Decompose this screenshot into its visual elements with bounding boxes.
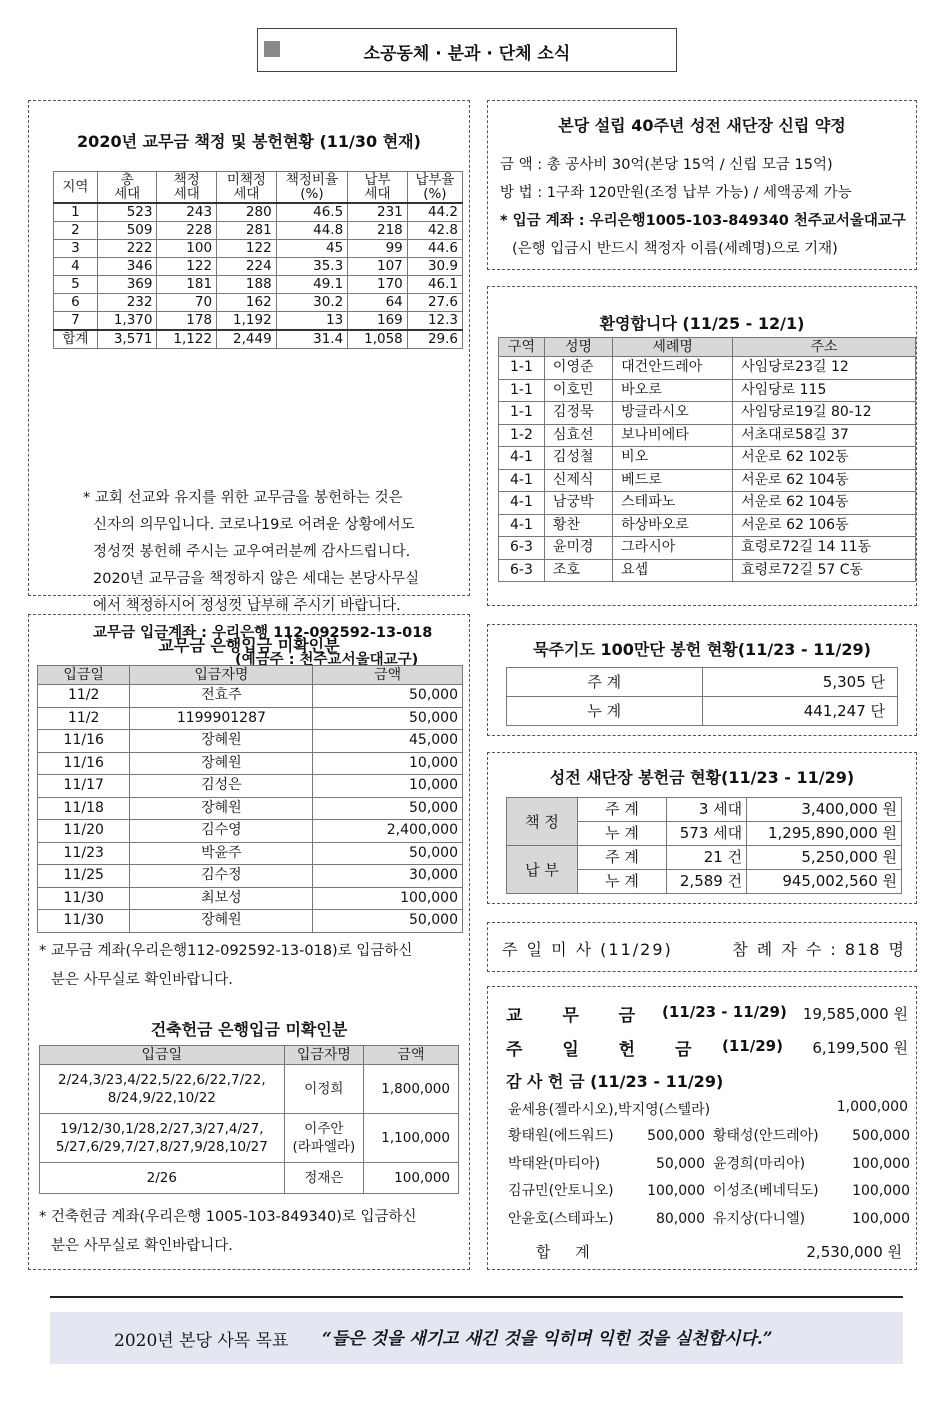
welcome-row — [499, 424, 916, 447]
unconfirmed-cell: 장혜원 — [130, 797, 313, 820]
welcome-row — [499, 469, 916, 492]
renovation-cell: 3 세대 — [667, 798, 747, 822]
renovation-cell: 2,589 건 — [667, 870, 747, 894]
sunday-offering-amount: 6,199,500 원 — [812, 1039, 908, 1057]
thanks-cell: 이성조(베네딕도) — [712, 1183, 819, 1199]
dues-cell: 42.8 — [407, 222, 462, 240]
renovation-row — [507, 798, 902, 822]
dues-cell: 49.1 — [276, 276, 348, 294]
thanks-first-name: 윤세용(젤라시오),박지영(스텔라) — [508, 1102, 711, 1118]
dues-header-cell: 책정 세대 — [157, 172, 217, 204]
welcome-cell: 서운로 62 106동 — [733, 514, 916, 537]
dues-cell: 188 — [217, 276, 277, 294]
dues-cell: 224 — [217, 258, 277, 276]
renovation-cell: 누 계 — [578, 870, 667, 894]
welcome-cell: 1-2 — [499, 424, 545, 447]
building-title: 건축헌금 은행입금 미확인분 — [150, 1020, 348, 1039]
renovation-cell: 21 건 — [667, 846, 747, 870]
unconfirmed-cell: 50,000 — [313, 707, 463, 730]
dues-row — [54, 222, 463, 240]
building-note-line: * 건축헌금 계좌(우리은행 1005-103-849340)로 입금하신 — [39, 1209, 417, 1225]
dues-cell: 64 — [348, 294, 408, 312]
welcome-cell: 스테파노 — [613, 492, 733, 515]
building-note — [39, 1203, 417, 1261]
unconfirmed-cell: 11/20 — [38, 820, 130, 843]
unconfirmed-cell: 11/18 — [38, 797, 130, 820]
dues-cell: 4 — [54, 258, 98, 276]
dues-cell: 170 — [348, 276, 408, 294]
dues-header-cell: 총 세대 — [97, 172, 157, 204]
unconfirmed-header-cell: 금액 — [313, 666, 463, 685]
dues-cell: 44.8 — [276, 222, 348, 240]
unconfirmed-row — [38, 797, 463, 820]
unconfirmed-cell: 11/17 — [38, 775, 130, 798]
footer-banner — [50, 1312, 903, 1364]
renovation-cell: 5,250,000 원 — [747, 846, 902, 870]
dues-cell: 243 — [157, 203, 217, 222]
rosary-value: 5,305 단 — [702, 668, 898, 697]
building-cell: 19/12/30,1/28,2/27,3/27,4/27, 5/27,6/29,7/27,8/27,9/28,10/27 — [40, 1114, 285, 1163]
building-cell: 이주안 (라파엘라) — [284, 1114, 363, 1163]
building-header-row — [40, 1046, 459, 1065]
rosary-table — [506, 667, 898, 726]
dues-cell: 12.3 — [407, 312, 462, 331]
footer-divider — [50, 1296, 903, 1298]
welcome-header-cell: 주소 — [733, 338, 916, 357]
dues-cell: 1 — [54, 203, 98, 222]
renovation-cell: 3,400,000 원 — [747, 798, 902, 822]
renovation-title: 성전 새단장 봉헌금 현황(11/23 - 11/29) — [549, 768, 855, 787]
thanks-cell: 50,000 — [655, 1155, 705, 1172]
building-table — [39, 1045, 459, 1194]
unconfirmed-cell: 11/2 — [38, 685, 130, 708]
dues-cell: 99 — [348, 240, 408, 258]
thanks-cell: 황태성(안드레아) — [712, 1128, 819, 1144]
thanks-cell: 100,000 — [852, 1183, 910, 1199]
dues-cell: 46.5 — [276, 203, 348, 222]
dues-cell: 3,571 — [97, 330, 157, 349]
dues-row — [54, 203, 463, 222]
attendance-label: 주 일 미 사 (11/29) — [502, 940, 673, 959]
attendance-count: 참 례 자 수 : 818 명 — [732, 940, 906, 959]
welcome-cell: 4-1 — [499, 514, 545, 537]
dues-cell: 29.6 — [407, 330, 462, 349]
welcome-title: 환영합니다 (11/25 - 12/1) — [599, 314, 805, 333]
welcome-cell: 4-1 — [499, 469, 545, 492]
unconfirmed-box — [28, 614, 470, 1270]
thanks-cell: 유지상(다니엘) — [712, 1210, 806, 1227]
dues-header-cell: 책정비율 (%) — [276, 172, 348, 204]
dues-row — [54, 276, 463, 294]
welcome-cell: 바오로 — [613, 379, 733, 402]
welcome-cell: 효령로72길 14 11동 — [733, 537, 916, 560]
dues-header-cell: 미책정 세대 — [217, 172, 277, 204]
dues-cell: 281 — [217, 222, 277, 240]
dues-cell: 1,058 — [348, 330, 408, 349]
building-header-cell: 입금자명 — [284, 1046, 363, 1065]
thanks-cell: 500,000 — [852, 1128, 910, 1144]
unconfirmed-header-cell: 입금일 — [38, 666, 130, 685]
thanks-row — [504, 1178, 914, 1206]
dues-cell: 231 — [348, 203, 408, 222]
thanks-table — [504, 1123, 914, 1233]
unconfirmed-cell: 50,000 — [313, 685, 463, 708]
renovation-cell: 1,295,890,000 원 — [747, 822, 902, 846]
welcome-row — [499, 447, 916, 470]
building-cell: 100,000 — [364, 1163, 459, 1194]
offerings-box — [487, 986, 917, 1270]
dues-cell: 44.6 — [407, 240, 462, 258]
unconfirmed-cell: 100,000 — [313, 887, 463, 910]
dues-row — [54, 294, 463, 312]
unconfirmed-cell: 11/23 — [38, 842, 130, 865]
unconfirmed-cell: 50,000 — [313, 910, 463, 933]
welcome-cell: 사임당로19길 80-12 — [733, 402, 916, 425]
dues-cell: 162 — [217, 294, 277, 312]
dues-total-row — [54, 330, 463, 349]
dues-offering-amount: 19,585,000 원 — [802, 1005, 908, 1023]
thanks-row — [504, 1206, 914, 1234]
thanks-cell: 500,000 — [647, 1128, 705, 1144]
unconfirmed-cell: 10,000 — [313, 775, 463, 798]
dues-cell: 369 — [97, 276, 157, 294]
pledge-line: (은행 입금시 반드시 책정자 이름(세례명)으로 기재) — [512, 241, 838, 257]
dues-note-line: 정성껏 봉헌해 주시는 교우여러분께 감사드립니다. — [93, 544, 411, 560]
dues-note-line: 2020년 교무금을 책정하지 않은 세대는 본당사무실 — [93, 571, 420, 587]
renovation-row — [507, 846, 902, 870]
welcome-header-cell: 성명 — [544, 338, 612, 357]
dues-cell: 232 — [97, 294, 157, 312]
attendance-box — [487, 922, 917, 972]
unconfirmed-row — [38, 865, 463, 888]
dues-cell: 27.6 — [407, 294, 462, 312]
welcome-cell: 남궁박 — [544, 492, 612, 515]
building-row — [40, 1065, 459, 1114]
rosary-row — [507, 697, 898, 726]
welcome-cell: 조호 — [544, 559, 612, 582]
unconfirmed-row — [38, 820, 463, 843]
thanks-row — [504, 1123, 914, 1151]
dues-header-cell: 지역 — [54, 172, 98, 204]
dues-cell: 228 — [157, 222, 217, 240]
dues-cell: 1,122 — [157, 330, 217, 349]
unconfirmed-row — [38, 775, 463, 798]
sunday-offering-label: 주 일 헌 금 — [506, 1040, 692, 1060]
building-row — [40, 1163, 459, 1194]
welcome-cell: 그라시아 — [613, 537, 733, 560]
welcome-cell: 윤미경 — [544, 537, 612, 560]
welcome-cell: 1-1 — [499, 402, 545, 425]
welcome-cell: 사임당로 115 — [733, 379, 916, 402]
welcome-cell: 신제식 — [544, 469, 612, 492]
dues-cell: 13 — [276, 312, 348, 331]
thanks-cell: 김규민(안토니오) — [508, 1183, 614, 1199]
unconfirmed-cell: 1199901287 — [130, 707, 313, 730]
thanks-cell: 100,000 — [852, 1210, 910, 1227]
thanks-cell: 100,000 — [647, 1183, 705, 1199]
building-cell: 2/26 — [40, 1163, 285, 1194]
building-cell: 이정희 — [284, 1065, 363, 1114]
renovation-box — [487, 752, 917, 904]
unconfirmed-header-row — [38, 666, 463, 685]
welcome-cell: 4-1 — [499, 492, 545, 515]
welcome-row — [499, 379, 916, 402]
welcome-row — [499, 514, 916, 537]
unconfirmed-row — [38, 730, 463, 753]
welcome-cell: 서운로 62 104동 — [733, 492, 916, 515]
renovation-cell: 945,002,560 원 — [747, 870, 902, 894]
dues-cell: 45 — [276, 240, 348, 258]
building-cell: 1,100,000 — [364, 1114, 459, 1163]
building-note-line: 분은 사무실로 확인바랍니다. — [51, 1238, 233, 1254]
dues-cell: 509 — [97, 222, 157, 240]
dues-note-line: 신자의 의무입니다. 코로나19로 어려운 상황에서도 — [93, 517, 415, 533]
unconfirmed-cell: 11/30 — [38, 910, 130, 933]
welcome-cell: 서운로 62 104동 — [733, 469, 916, 492]
page-title: 소공동체 · 분과 · 단체 소식 — [363, 44, 571, 64]
dues-note-line: * 교회 선교와 유지를 위한 교무금을 봉헌하는 것은 — [83, 490, 403, 506]
dues-cell: 122 — [217, 240, 277, 258]
dues-cell: 346 — [97, 258, 157, 276]
footer-motto: “들은 것을 새기고 새긴 것을 익히며 익힌 것을 실천합시다.” — [322, 1329, 773, 1349]
unconfirmed-cell: 장혜원 — [130, 752, 313, 775]
rosary-row — [507, 668, 898, 697]
welcome-cell: 김정묵 — [544, 402, 612, 425]
rosary-title: 묵주기도 100만단 봉헌 현황(11/23 - 11/29) — [533, 640, 871, 659]
welcome-cell: 1-1 — [499, 379, 545, 402]
dues-row — [54, 240, 463, 258]
dues-cell: 222 — [97, 240, 157, 258]
renovation-cell: 573 세대 — [667, 822, 747, 846]
unconfirmed-cell: 50,000 — [313, 797, 463, 820]
building-cell: 1,800,000 — [364, 1065, 459, 1114]
dues-header-row — [54, 172, 463, 204]
section-title-box — [257, 28, 677, 72]
dues-cell: 30.2 — [276, 294, 348, 312]
pledge-details — [500, 151, 906, 263]
unconfirmed-cell: 11/25 — [38, 865, 130, 888]
thanks-offering-title: 감 사 헌 금 (11/23 - 11/29) — [506, 1072, 724, 1091]
unconfirmed-cell: 50,000 — [313, 842, 463, 865]
welcome-cell: 하상바오로 — [613, 514, 733, 537]
rosary-box — [487, 624, 917, 736]
welcome-cell: 효령로72길 57 C동 — [733, 559, 916, 582]
renovation-table — [506, 797, 902, 894]
dues-cell: 44.2 — [407, 203, 462, 222]
unconfirmed-cell: 2,400,000 — [313, 820, 463, 843]
unconfirmed-note — [39, 937, 412, 995]
welcome-cell: 이영준 — [544, 357, 612, 380]
welcome-cell: 베드로 — [613, 469, 733, 492]
unconfirmed-cell: 장혜원 — [130, 730, 313, 753]
dues-cell: 30.9 — [407, 258, 462, 276]
footer-label: 2020년 본당 사목 목표 — [114, 1331, 289, 1351]
unconfirmed-cell: 11/30 — [38, 887, 130, 910]
building-header-cell: 금액 — [364, 1046, 459, 1065]
dues-cell: 46.1 — [407, 276, 462, 294]
welcome-cell: 6-3 — [499, 559, 545, 582]
dues-holder: (예금주 : 천주교서울대교구) — [235, 652, 419, 668]
welcome-header-cell: 세례명 — [613, 338, 733, 357]
dues-cell: 7 — [54, 312, 98, 331]
sunday-offering-period: (11/29) — [722, 1037, 783, 1055]
thanks-cell: 안윤호(스테파노) — [508, 1210, 614, 1227]
unconfirmed-cell: 10,000 — [313, 752, 463, 775]
thanks-cell: 윤경희(마리아) — [712, 1155, 806, 1172]
thanks-cell: 80,000 — [655, 1210, 705, 1227]
welcome-cell: 서운로 62 102동 — [733, 447, 916, 470]
unconfirmed-row — [38, 842, 463, 865]
dues-offering-period: (11/23 - 11/29) — [662, 1003, 787, 1021]
dues-note-line: 에서 책정하시어 정성껏 납부해 주시기 바랍니다. — [93, 598, 401, 614]
welcome-row — [499, 537, 916, 560]
unconfirmed-cell: 김수영 — [130, 820, 313, 843]
building-cell: 2/24,3/23,4/22,5/22,6/22,7/22, 8/24,9/22,10/22 — [40, 1065, 285, 1114]
welcome-box — [487, 286, 917, 606]
unconfirmed-cell: 김수정 — [130, 865, 313, 888]
dues-row — [54, 312, 463, 331]
unconfirmed-cell: 11/16 — [38, 752, 130, 775]
unconfirmed-row — [38, 752, 463, 775]
thanks-cell: 박태완(마티아) — [508, 1155, 601, 1172]
building-header-cell: 입금일 — [40, 1046, 285, 1065]
dues-header-cell: 납부율 (%) — [407, 172, 462, 204]
welcome-cell: 6-3 — [499, 537, 545, 560]
renovation-group-label: 책 정 — [507, 798, 578, 846]
dues-cell: 5 — [54, 276, 98, 294]
unconfirmed-cell: 박윤주 — [130, 842, 313, 865]
dues-cell: 1,370 — [97, 312, 157, 331]
dues-cell: 70 — [157, 294, 217, 312]
welcome-cell: 4-1 — [499, 447, 545, 470]
dues-cell: 합계 — [54, 330, 98, 349]
welcome-cell: 사임당로23길 12 — [733, 357, 916, 380]
unconfirmed-row — [38, 707, 463, 730]
welcome-row — [499, 402, 916, 425]
dues-cell: 2 — [54, 222, 98, 240]
unconfirmed-row — [38, 887, 463, 910]
welcome-table — [498, 337, 916, 582]
thanks-cell: 황태원(에드워드) — [508, 1128, 614, 1144]
dues-cell: 181 — [157, 276, 217, 294]
dues-row — [54, 258, 463, 276]
dues-cell: 122 — [157, 258, 217, 276]
dues-table — [53, 171, 463, 349]
dues-cell: 100 — [157, 240, 217, 258]
rosary-label: 누 계 — [507, 697, 703, 726]
dues-cell: 107 — [348, 258, 408, 276]
dues-cell: 280 — [217, 203, 277, 222]
welcome-cell: 심효선 — [544, 424, 612, 447]
renovation-cell: 누 계 — [578, 822, 667, 846]
unconfirmed-cell: 30,000 — [313, 865, 463, 888]
dues-cell: 169 — [348, 312, 408, 331]
welcome-cell: 이호민 — [544, 379, 612, 402]
rosary-value: 441,247 단 — [702, 697, 898, 726]
unconfirmed-note-line: 분은 사무실로 확인바랍니다. — [51, 972, 233, 988]
welcome-cell: 대건안드레아 — [613, 357, 733, 380]
unconfirmed-cell: 11/16 — [38, 730, 130, 753]
dues-cell: 3 — [54, 240, 98, 258]
unconfirmed-table — [37, 665, 463, 933]
welcome-row — [499, 357, 916, 380]
pledge-title: 본당 설립 40주년 성전 새단장 신립 약정 — [558, 116, 846, 135]
thanks-cell: 100,000 — [852, 1155, 910, 1172]
unconfirmed-row — [38, 910, 463, 933]
unconfirmed-cell: 장혜원 — [130, 910, 313, 933]
welcome-cell: 보나비에타 — [613, 424, 733, 447]
building-row — [40, 1114, 459, 1163]
dues-title: 2020년 교무금 책정 및 봉헌현황 (11/30 현재) — [77, 132, 421, 151]
thanks-first-amount: 1,000,000 — [836, 1099, 908, 1115]
pledge-line: 금 액 : 총 공사비 30억(본당 15억 / 신립 모금 15억) — [500, 157, 833, 173]
building-cell: 정재은 — [284, 1163, 363, 1194]
welcome-cell: 서초대로58길 37 — [733, 424, 916, 447]
welcome-header-cell: 구역 — [499, 338, 545, 357]
unconfirmed-cell: 김성은 — [130, 775, 313, 798]
unconfirmed-row — [38, 685, 463, 708]
welcome-row — [499, 559, 916, 582]
dues-cell: 6 — [54, 294, 98, 312]
dues-offering-label: 교 무 금 — [506, 1006, 636, 1026]
rosary-label: 주 계 — [507, 668, 703, 697]
welcome-cell: 김성철 — [544, 447, 612, 470]
dues-cell: 31.4 — [276, 330, 348, 349]
dues-cell: 523 — [97, 203, 157, 222]
welcome-cell: 1-1 — [499, 357, 545, 380]
welcome-cell: 비오 — [613, 447, 733, 470]
thanks-total-amount: 2,530,000 원 — [806, 1243, 902, 1261]
dues-cell: 218 — [348, 222, 408, 240]
unconfirmed-cell: 전효주 — [130, 685, 313, 708]
pledge-line: 방 법 : 1구좌 120만원(조정 납부 가능) / 세액공제 가능 — [500, 185, 852, 201]
unconfirmed-header-cell: 입금자명 — [130, 666, 313, 685]
renovation-cell: 주 계 — [578, 798, 667, 822]
thanks-row — [504, 1151, 914, 1179]
dues-cell: 1,192 — [217, 312, 277, 331]
dues-account: 교무금 입금계좌 : 우리은행 112-092592-13-018 — [93, 625, 433, 641]
thanks-total-label: 합 계 — [536, 1243, 590, 1261]
dues-header-cell: 납부 세대 — [348, 172, 408, 204]
unconfirmed-cell: 45,000 — [313, 730, 463, 753]
renovation-cell: 주 계 — [578, 846, 667, 870]
dues-cell: 2,449 — [217, 330, 277, 349]
welcome-cell: 황찬 — [544, 514, 612, 537]
unconfirmed-cell: 11/2 — [38, 707, 130, 730]
welcome-row — [499, 492, 916, 515]
welcome-header-row — [499, 338, 916, 357]
unconfirmed-cell: 최보성 — [130, 887, 313, 910]
dues-cell: 178 — [157, 312, 217, 331]
unconfirmed-note-line: * 교무금 계좌(우리은행112-092592-13-018)로 입금하신 — [39, 943, 413, 959]
welcome-cell: 방글라시오 — [613, 402, 733, 425]
welcome-cell: 요셉 — [613, 559, 733, 582]
unconfirmed-title: 교무금 은행입금 미확인분 — [158, 636, 340, 655]
pledge-line: * 입금 계좌 : 우리은행1005-103-849340 천주교서울대교구 — [500, 213, 906, 229]
renovation-group-label: 납 부 — [507, 846, 578, 894]
dues-cell: 35.3 — [276, 258, 348, 276]
pledge-box — [487, 100, 917, 270]
